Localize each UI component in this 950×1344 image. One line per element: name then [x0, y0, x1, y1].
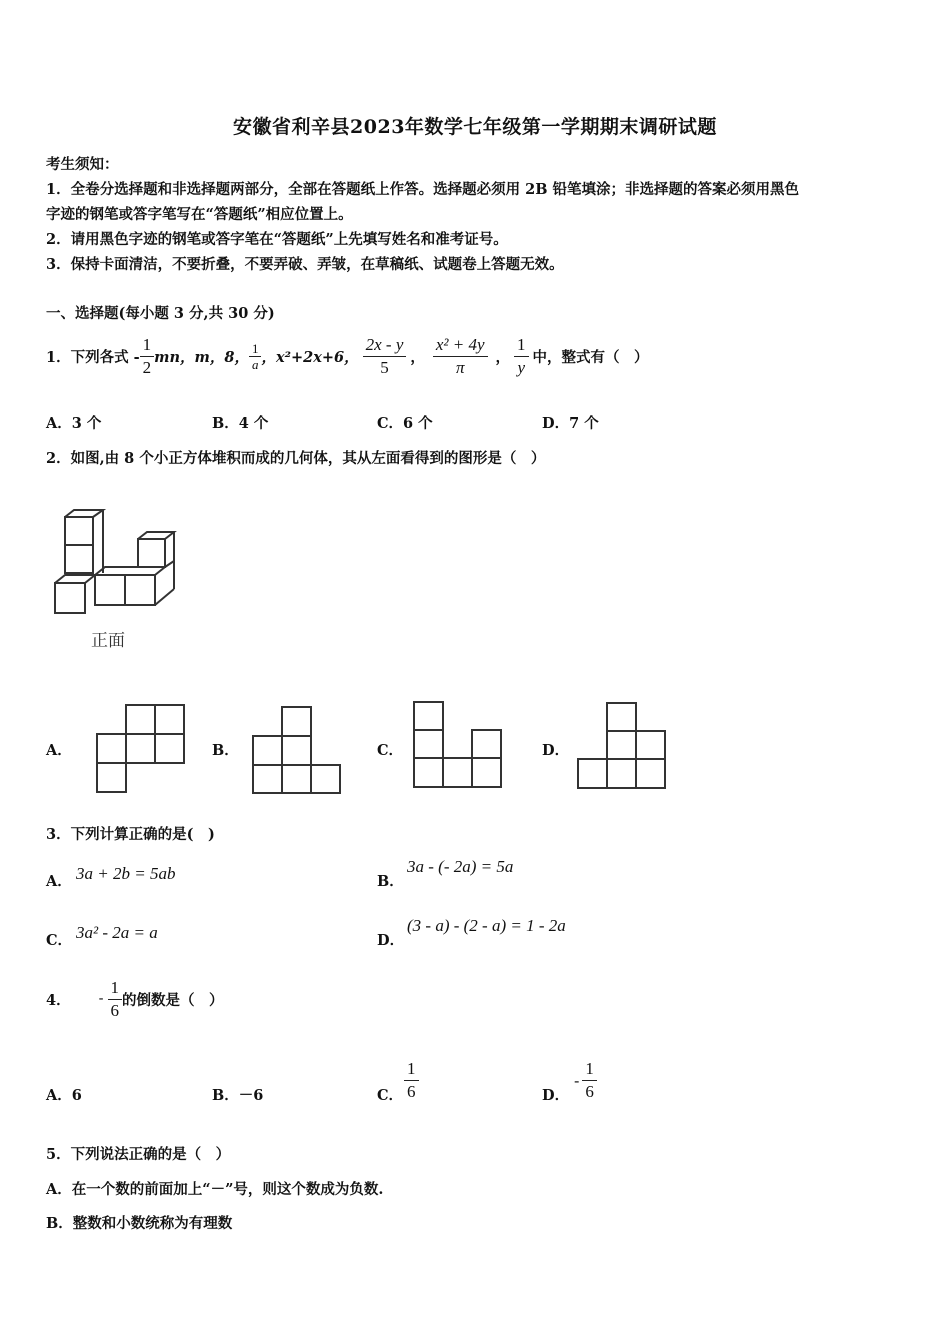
q3-option-b-expr: 3a - (- 2a) = 5a: [407, 857, 514, 876]
q2-option-d-label[interactable]: D．: [542, 742, 570, 759]
q4-number: 4．: [46, 991, 71, 1009]
q1-comma-2: ，: [495, 348, 511, 366]
q1-option-c[interactable]: C．6 个: [377, 415, 433, 432]
question-1-stem: [46, 326, 649, 386]
q2-option-c-figure[interactable]: [413, 701, 503, 788]
q5-option-a[interactable]: A．在一个数的前面加上“－”号，则这个数成为负数.: [46, 1181, 384, 1198]
q4-option-c-fraction: $\frac{1}{6}$: [404, 1058, 419, 1103]
question-3-stem: 3．下列计算正确的是( ): [46, 826, 215, 843]
q1-fraction-4: $\frac{\text{x² + 4y}}{\pi}$: [433, 334, 488, 379]
notice-line-1b: 字迹的钢笔或答字笔写在“答题纸”相应位置上。: [46, 206, 353, 223]
q1-terms-poly: ，x²+2x+6，: [261, 348, 359, 366]
q4-option-a[interactable]: A．6: [46, 1087, 82, 1104]
q4-stem-tail: 的倒数是（ ）: [122, 991, 224, 1009]
question-5-stem: 5．下列说法正确的是（ ）: [46, 1146, 231, 1163]
q2-option-d-figure[interactable]: [577, 702, 667, 789]
q3-option-b-label[interactable]: B．: [377, 873, 404, 890]
q2-option-b-label[interactable]: B．: [212, 742, 239, 759]
question-4-stem: [46, 973, 224, 1025]
q1-suffix: 中，整式有（ ）: [532, 348, 649, 366]
q3-option-c-expr: 3a² - 2a = a: [76, 923, 158, 942]
q3-option-d-label[interactable]: D．: [377, 932, 405, 949]
notice-line-2: 2．请用黑色字迹的钢笔或答字笔在“答题纸”上先填写姓名和准考证号。: [46, 231, 508, 248]
notice-heading: 考生须知：: [46, 156, 119, 173]
notice-line-1a: 1．全卷分选择题和非选择题两部分，全部在答题纸上作答。选择题必须用 2B 铅笔填涂；非选择题的答案必须用黑色: [46, 181, 800, 198]
q1-terms-mn: mn，m，8，: [154, 348, 249, 366]
q1-option-a[interactable]: A．3 个: [46, 415, 102, 432]
q3-option-a-expr: 3a + 2b = 5ab: [76, 864, 176, 883]
q4-option-d-fraction: - $\frac{1}{6}$: [574, 1058, 597, 1103]
q1-comma: ，: [410, 348, 425, 366]
q2-option-a-figure[interactable]: [96, 704, 188, 792]
q1-prefix: 1．下列各式 -: [46, 348, 140, 366]
q1-fraction-3: $\frac{2x - y}{5}$: [363, 334, 407, 379]
q1-option-b[interactable]: B．4 个: [212, 415, 269, 432]
q3-option-c-label[interactable]: C．: [46, 932, 73, 949]
q1-fraction-1: $\frac{1}{2}$: [140, 334, 155, 379]
cube-solid-figure: [50, 505, 185, 615]
notice-line-3: 3．保持卡面清洁，不要折叠，不要弄破、弄皱，在草稿纸、试题卷上答题无效。: [46, 256, 564, 273]
q4-fraction: $\frac{1}{6}$: [108, 977, 123, 1022]
q2-option-a-label[interactable]: A．: [46, 742, 72, 759]
q3-option-a-label[interactable]: A．: [46, 873, 72, 890]
q1-fraction-2: $\frac{1}{a}$: [249, 341, 262, 372]
q4-minus: -: [98, 991, 104, 1007]
section-heading: 一、选择题(每小题 3 分,共 30 分): [46, 305, 275, 322]
q4-option-b[interactable]: B．－6: [212, 1087, 264, 1104]
q1-fraction-5: $\frac{1}{y}$: [514, 334, 529, 379]
exam-title: 安徽省利辛县2023年数学七年级第一学期期末调研试题: [233, 116, 717, 138]
q2-option-b-figure[interactable]: [252, 706, 342, 793]
question-2-stem: 2．如图,由 8 个小正方体堆积而成的几何体，其从左面看得到的图形是（ ）: [46, 450, 546, 467]
q4-option-c-label[interactable]: C．: [377, 1087, 404, 1104]
q5-option-b[interactable]: B．整数和小数统称为有理数: [46, 1215, 233, 1232]
q4-option-d-label[interactable]: D．: [542, 1087, 570, 1104]
q3-option-d-expr: (3 - a) - (2 - a) = 1 - 2a: [407, 916, 566, 935]
q2-option-c-label[interactable]: C．: [377, 742, 404, 759]
figure-caption-front: 正面: [91, 631, 125, 651]
q1-option-d[interactable]: D．7 个: [542, 415, 599, 432]
